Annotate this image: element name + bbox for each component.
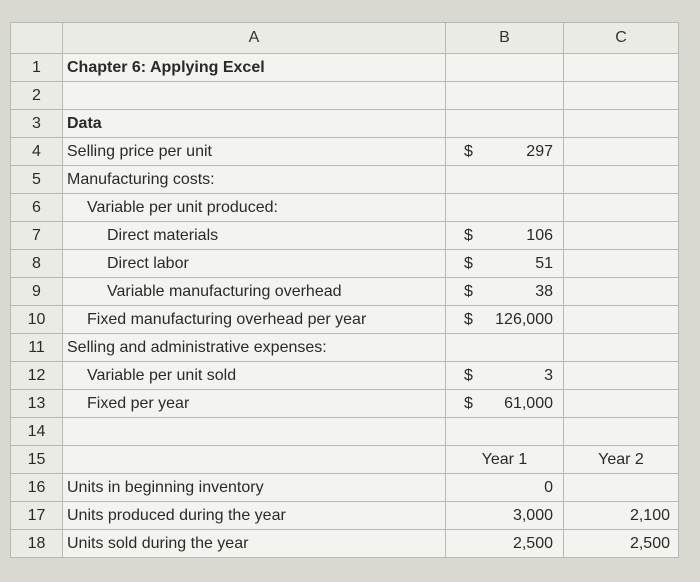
sheet-row (11, 390, 679, 418)
cell-b[interactable] (446, 166, 564, 194)
cell-b-value: 3 (544, 366, 553, 384)
row-number[interactable]: 17 (11, 502, 63, 530)
cell-b[interactable] (446, 278, 564, 306)
cell-b[interactable] (446, 334, 564, 362)
cell-b-value: 126,000 (495, 310, 553, 328)
cell-a[interactable]: Variable per unit produced: (63, 194, 446, 222)
cell-c[interactable] (564, 82, 679, 110)
cell-c[interactable] (564, 194, 679, 222)
sheet-row (11, 278, 679, 306)
row-number[interactable]: 5 (11, 166, 63, 194)
cell-b-value: 297 (526, 142, 553, 160)
currency-symbol: $ (464, 254, 473, 272)
currency-symbol: $ (464, 282, 473, 300)
currency-symbol: $ (464, 226, 473, 244)
sheet-row (11, 222, 679, 250)
cell-b[interactable] (446, 222, 564, 250)
cell-c[interactable] (564, 306, 679, 334)
cell-c[interactable] (564, 474, 679, 502)
cell-c[interactable] (564, 334, 679, 362)
cell-a[interactable]: Direct materials (63, 222, 446, 250)
cell-a[interactable]: Manufacturing costs: (63, 166, 446, 194)
cell-b-value: 106 (526, 226, 553, 244)
cell-b[interactable] (446, 530, 564, 558)
row-number[interactable]: 12 (11, 362, 63, 390)
currency-symbol: $ (464, 394, 473, 412)
cell-c[interactable] (564, 278, 679, 306)
sheet-row (11, 54, 679, 82)
row-number[interactable]: 13 (11, 390, 63, 418)
column-header-c[interactable]: C (564, 23, 679, 54)
sheet-row (11, 362, 679, 390)
sheet-row (11, 110, 679, 138)
cell-c[interactable]: Year 2 (564, 446, 679, 474)
cell-c[interactable] (564, 110, 679, 138)
cell-c[interactable]: 2,100 (564, 502, 679, 530)
select-all-corner[interactable] (11, 23, 63, 54)
currency-symbol: $ (464, 310, 473, 328)
row-number[interactable]: 1 (11, 54, 63, 82)
cell-a[interactable] (63, 446, 446, 474)
cell-c[interactable] (564, 362, 679, 390)
column-header-b[interactable]: B (446, 23, 564, 54)
cell-b[interactable] (446, 418, 564, 446)
sheet-row (11, 138, 679, 166)
cell-b-value: 0 (544, 478, 553, 496)
cell-a[interactable]: Fixed manufacturing overhead per year (63, 306, 446, 334)
row-number[interactable]: 16 (11, 474, 63, 502)
sheet-row (11, 82, 679, 110)
cell-b[interactable] (446, 138, 564, 166)
spreadsheet-grid (10, 22, 679, 558)
sheet-row (11, 530, 679, 558)
cell-b[interactable] (446, 306, 564, 334)
sheet-row (11, 418, 679, 446)
cell-b[interactable] (446, 474, 564, 502)
currency-symbol: $ (464, 142, 473, 160)
cell-a[interactable] (63, 418, 446, 446)
row-number[interactable]: 18 (11, 530, 63, 558)
cell-b[interactable] (446, 250, 564, 278)
row-number[interactable]: 10 (11, 306, 63, 334)
cell-b-value: 2,500 (512, 534, 553, 552)
cell-b[interactable] (446, 502, 564, 530)
cell-c[interactable] (564, 222, 679, 250)
sheet-row (11, 166, 679, 194)
cell-c[interactable] (564, 54, 679, 82)
cell-c[interactable]: 2,500 (564, 530, 679, 558)
column-header-a[interactable]: A (63, 23, 446, 54)
cell-b[interactable] (446, 82, 564, 110)
row-number[interactable]: 15 (11, 446, 63, 474)
row-number[interactable]: 7 (11, 222, 63, 250)
cell-c[interactable] (564, 138, 679, 166)
cell-b[interactable] (446, 362, 564, 390)
cell-a[interactable]: Units in beginning inventory (63, 474, 446, 502)
cell-a[interactable]: Units sold during the year (63, 530, 446, 558)
cell-a[interactable]: Chapter 6: Applying Excel (63, 54, 446, 82)
cell-c[interactable] (564, 250, 679, 278)
row-number[interactable]: 2 (11, 82, 63, 110)
cell-b[interactable] (446, 54, 564, 82)
cell-a[interactable]: Data (63, 110, 446, 138)
cell-a[interactable]: Direct labor (63, 250, 446, 278)
column-header-row (11, 23, 679, 54)
cell-a[interactable]: Units produced during the year (63, 502, 446, 530)
sheet-row (11, 194, 679, 222)
cell-a[interactable]: Variable per unit sold (63, 362, 446, 390)
sheet-row (11, 446, 679, 474)
row-number[interactable]: 14 (11, 418, 63, 446)
sheet-row (11, 306, 679, 334)
cell-b-value: 3,000 (512, 506, 553, 524)
row-number[interactable]: 11 (11, 334, 63, 362)
cell-b[interactable] (446, 194, 564, 222)
sheet-row (11, 502, 679, 530)
currency-symbol: $ (464, 366, 473, 384)
cell-c[interactable] (564, 390, 679, 418)
cell-b[interactable]: Year 1 (446, 446, 564, 474)
cell-b-value: 51 (535, 254, 553, 272)
cell-a[interactable]: Fixed per year (63, 390, 446, 418)
sheet-row (11, 334, 679, 362)
cell-b-value: 38 (535, 282, 553, 300)
cell-b[interactable] (446, 110, 564, 138)
cell-a[interactable] (63, 82, 446, 110)
cell-b[interactable] (446, 390, 564, 418)
cell-c[interactable] (564, 418, 679, 446)
row-number[interactable]: 6 (11, 194, 63, 222)
cell-a[interactable]: Selling price per unit (63, 138, 446, 166)
row-number[interactable]: 3 (11, 110, 63, 138)
cell-c[interactable] (564, 166, 679, 194)
cell-a[interactable]: Selling and administrative expenses: (63, 334, 446, 362)
sheet-row (11, 250, 679, 278)
row-number[interactable]: 8 (11, 250, 63, 278)
row-number[interactable]: 9 (11, 278, 63, 306)
cell-b-value: 61,000 (504, 394, 553, 412)
sheet-row (11, 474, 679, 502)
row-number[interactable]: 4 (11, 138, 63, 166)
cell-a[interactable]: Variable manufacturing overhead (63, 278, 446, 306)
